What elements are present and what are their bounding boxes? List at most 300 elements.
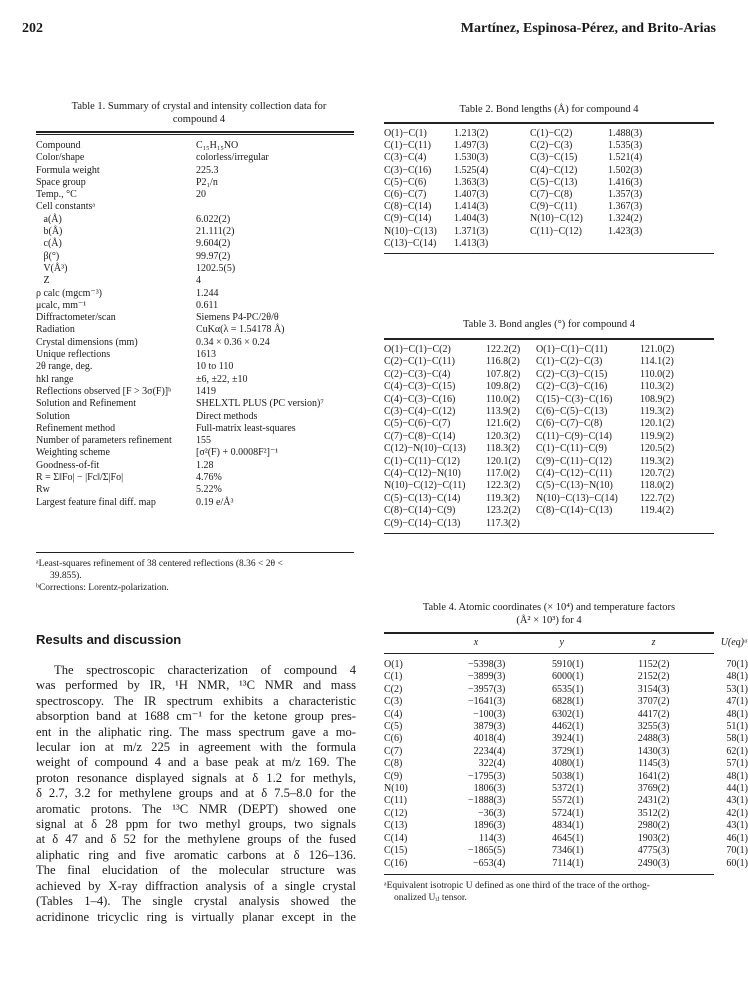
table1-row: [36, 152, 324, 164]
table1-row: [36, 177, 324, 189]
table3-angle-atoms: O(1)−C(1)−C(2): [384, 344, 451, 355]
table2-bond: C(3)−C(4): [384, 152, 427, 164]
table2-length: 1.413(3): [454, 237, 489, 249]
table4-value: 1152(2): [638, 659, 670, 670]
table3-angle-value: 107.8(2): [486, 368, 521, 380]
table4-row: [384, 771, 748, 783]
table3-angle-atoms: O(1)−C(1)−C(11): [536, 344, 608, 355]
table3-angle-atoms: C(7)−C(8)−C(14): [384, 430, 456, 442]
table1-label: Rw: [36, 484, 50, 496]
table2-row: [384, 213, 642, 225]
table4-value: 1903(2): [637, 832, 670, 844]
table3-angle-value: 109.8(2): [486, 381, 521, 393]
table3-angle-value: 120.5(2): [640, 443, 675, 455]
table1-value: 1613: [196, 349, 216, 361]
running-head: Martínez, Espinosa-Pérez, and Brito-Arias: [460, 21, 716, 36]
table4-value: 60(1): [726, 857, 748, 869]
table4-atom: C(8): [384, 758, 403, 770]
table3-angle-value: 113.9(2): [486, 406, 520, 418]
table3-angle-atoms: C(4)−C(3)−C(15): [384, 381, 456, 393]
table2-row: [384, 128, 642, 140]
table4-atom: O(1): [384, 659, 403, 670]
table4-row: [384, 709, 748, 721]
table4-row: [384, 833, 748, 845]
table2-length: 1.371(3): [454, 225, 489, 237]
table1-row: [36, 288, 324, 300]
table2-length: 1.502(3): [608, 164, 643, 176]
table2-length: 1.535(3): [608, 140, 643, 152]
table2-length: 1.213(2): [454, 128, 489, 139]
table1-label: Reflections observed [F > 3σ(F)]ᵇ: [36, 385, 172, 397]
table4-value: 1641(2): [637, 770, 670, 782]
table2-bond: C(5)−C(6): [384, 176, 427, 188]
table4-row: [384, 845, 748, 857]
table3-row: [384, 418, 674, 430]
table2-bond: C(4)−C(12): [530, 164, 578, 176]
body-line: acridinone tricyclic ring is virtually planar except in the: [36, 909, 356, 924]
table2-bond: C(8)−C(14): [384, 201, 432, 213]
table4-row: [384, 746, 748, 758]
table1-top-rule-2: [36, 134, 354, 135]
table4-row: [384, 858, 748, 870]
table4-value: 4417(2): [637, 708, 670, 720]
table1-value: 9.604(2): [196, 238, 231, 250]
table4-header-cell: z: [651, 637, 656, 648]
table3-angle-value: 121.6(2): [486, 418, 521, 430]
table1-row: [36, 324, 324, 336]
table3-row: [384, 344, 674, 356]
table4-value: −3957(3): [467, 683, 506, 695]
body-line: ent in the aliphatic ring. The mass spectrum gave a mo-: [36, 724, 356, 739]
table4-row: [384, 721, 748, 733]
table1-row: [36, 374, 324, 386]
table4-value: 62(1): [726, 745, 748, 757]
table4-row: [384, 820, 748, 832]
table1-value: [σ²(F) + 0.0008F²]⁻¹: [196, 447, 279, 459]
table3-angle-atoms: N(10)−C(13)−C(14): [536, 492, 618, 504]
table1-value: 1202.5(5): [196, 262, 236, 274]
table1-value: SHELXTL PLUS (PC version)⁷: [196, 398, 324, 410]
table4-value: 48(1): [726, 708, 748, 720]
body-line: δ 2.7, 3.2 for methylene groups and at δ 7.5–8.0 for the: [36, 786, 356, 801]
table3-angle-atoms: C(11)−C(9)−C(14): [536, 430, 612, 442]
table2-row: [384, 152, 642, 164]
table2-length: 1.414(3): [454, 201, 489, 213]
table1-value: 20: [196, 189, 206, 201]
table3-angle-value: 122.7(2): [640, 492, 675, 504]
table4-value: 4462(1): [551, 721, 584, 733]
table4-value: −653(4): [472, 857, 506, 869]
table1-label: Solution and Refinement: [36, 398, 136, 410]
table1-row: [36, 140, 324, 152]
table1-label: 2θ range, deg.: [36, 361, 93, 373]
table1-row: [36, 238, 324, 250]
table2-bond: O(1)−C(1): [384, 128, 427, 139]
table1-row: [36, 472, 324, 484]
table1-footnote-b: ᵇCorrections: Lorentz-polarization.: [36, 583, 169, 593]
table1-footnotes: [36, 558, 356, 594]
table3-angle-value: 116.8(2): [486, 356, 520, 368]
table3-angle-atoms: C(8)−C(14)−C(13): [536, 505, 613, 517]
table1-value: 225.3: [196, 164, 219, 176]
table4-value: −36(3): [477, 807, 506, 819]
table4-value: 5910(1): [551, 659, 584, 670]
table1-value: 99.97(2): [196, 250, 231, 262]
table1-value: Siemens P4-PC/2θ/θ: [196, 312, 279, 324]
table1-label: c(Å): [36, 238, 62, 250]
table2-bond: C(11)−C(12): [530, 225, 582, 237]
table4-header: [384, 637, 748, 648]
table1-row: [36, 423, 324, 435]
table2-row: [384, 201, 642, 213]
table2-bond: C(6)−C(7): [384, 189, 427, 201]
table2-length: 1.497(3): [454, 140, 489, 152]
table1-caption: Table 1. Summary of crystal and intensity collection data for compound 4: [71, 101, 327, 125]
table2-length: 1.404(3): [454, 213, 489, 225]
table3-row: [384, 356, 674, 368]
table4-value: 4645(1): [551, 832, 584, 844]
body-line: aliphatic ring and five aromatic carbons at δ 126–136.: [36, 847, 356, 862]
table4-value: 1896(3): [473, 820, 506, 832]
table4-value: 2490(3): [637, 857, 670, 869]
body-line: was performed by IR, ¹H NMR, ¹³C NMR and mass: [36, 678, 356, 693]
table4-header-cell: U(eq)ᵃ: [720, 637, 748, 648]
table2-row: [384, 238, 642, 250]
table3-caption: Table 3. Bond angles (°) for compound 4: [462, 319, 635, 330]
body-line: spectroscopy. The IR spectrum exhibits a characteristic: [36, 693, 356, 708]
table1-label: μcalc, mm⁻¹: [36, 299, 87, 311]
table3-angle-value: 119.9(2): [640, 430, 674, 442]
table3-angle-value: 120.3(2): [486, 430, 521, 442]
table4-value: 6535(1): [551, 683, 584, 695]
table1-value: 0.19 e/Å³: [196, 496, 234, 508]
table3-angle-value: [640, 518, 674, 530]
table3-angle-atoms: C(9)−C(14)−C(13): [384, 517, 461, 529]
table4-atom: C(16): [384, 857, 408, 869]
table3-angle-atoms: N(10)−C(12)−C(11): [384, 480, 466, 492]
table4-value: 43(1): [726, 820, 748, 832]
table1-value: 155: [196, 435, 211, 447]
body-line: (Tables 1–4). The single crystal analysis showed the: [36, 894, 356, 909]
table4-value: 51(1): [726, 721, 748, 733]
table1-label: Weighting scheme: [36, 447, 110, 459]
table3-row: [384, 381, 674, 393]
table2-bond: C(5)−C(13): [530, 176, 578, 188]
table3-row: [384, 456, 674, 468]
table4-value: 7346(1): [551, 845, 584, 857]
section-body: [36, 663, 356, 925]
table2: [384, 128, 642, 250]
table4-row: [384, 671, 748, 683]
table1-row: [36, 300, 324, 312]
table4-atom: C(7): [384, 745, 403, 757]
table4-atom: C(1): [384, 671, 403, 683]
table3-angle-value: 119.3(2): [640, 406, 674, 418]
table4-atom: C(15): [384, 845, 408, 857]
table1: [36, 140, 324, 509]
table3-angle-atoms: C(6)−C(7)−C(8): [536, 418, 603, 430]
table2-length: 1.367(3): [608, 201, 643, 213]
table4-value: −5398(3): [467, 659, 506, 670]
table1-value: 4.76%: [196, 472, 222, 484]
table4-row: [384, 808, 748, 820]
table4-value: 5572(1): [551, 795, 584, 807]
table1-row: [36, 497, 324, 509]
table1-row: [36, 201, 324, 213]
table4-row: [384, 733, 748, 745]
table3-angle-value: 121.0(2): [640, 344, 675, 355]
table1-bottom-rule: [36, 552, 354, 553]
table2-bond: C(3)−C(16): [384, 164, 432, 176]
table4-atom: C(11): [384, 795, 407, 807]
table4-value: −100(3): [472, 708, 506, 720]
table1-label: Refinement method: [36, 422, 116, 434]
table4-value: 3707(2): [637, 696, 670, 708]
table4-value: 3729(1): [551, 745, 584, 757]
table1-row: [36, 189, 324, 201]
table3-angle-atoms: C(1)−C(11)−C(12): [384, 455, 460, 467]
table4-header-cell: y: [559, 637, 564, 648]
table4-atom: C(4): [384, 708, 403, 720]
table4-atom: C(5): [384, 721, 403, 733]
table4-value: 48(1): [726, 671, 748, 683]
table3-angle-atoms: [536, 518, 640, 530]
table3-angle-value: 118.0(2): [640, 480, 674, 492]
body-line: achieved by X-ray diffraction analysis of a single crystal: [36, 878, 356, 893]
body-line: lecular ion at m/z 225 in agreement with the formula: [36, 740, 356, 755]
table1-label: Z: [36, 275, 50, 287]
table2-bond: C(1)−C(11): [384, 140, 431, 152]
table4-bottom-rule: [384, 874, 714, 875]
table1-value: CuKα(λ = 1.54178 Å): [196, 324, 285, 336]
table1-value: 0.34 × 0.36 × 0.24: [196, 336, 270, 348]
table1-label: Number of parameters refinement: [36, 435, 172, 447]
table1-label: b(Å): [36, 226, 63, 238]
table4-value: 2488(3): [637, 733, 670, 745]
table1-value: 0.611: [196, 299, 219, 311]
table2-bond: C(7)−C(8): [530, 189, 573, 201]
table1-value: 5.22%: [196, 484, 222, 496]
table4-header-cell: [384, 637, 425, 648]
table4-value: −1865(5): [467, 845, 506, 857]
table4-value: 70(1): [726, 659, 748, 670]
table1-label: hkl range: [36, 373, 74, 385]
table2-bond: C(2)−C(3): [530, 140, 573, 152]
table3-angle-atoms: C(6)−C(5)−C(13): [536, 406, 608, 418]
table1-value: 1419: [196, 385, 216, 397]
table1-value: 1.28: [196, 459, 214, 471]
table3: [384, 344, 674, 530]
table3-angle-atoms: C(5)−C(6)−C(7): [384, 418, 451, 430]
table2-row: [384, 165, 642, 177]
table4-value: 5038(1): [551, 770, 584, 782]
table1-label: R = Σ‖Fo| − |Fc‖/Σ|Fo|: [36, 472, 124, 484]
table1-label: Cell constantsᵃ: [36, 201, 96, 213]
table3-angle-atoms: C(5)−C(13)−N(10): [536, 480, 613, 492]
table4-value: 7114(1): [552, 857, 584, 869]
table3-angle-atoms: C(4)−C(3)−C(16): [384, 393, 456, 405]
table1-value: 6.022(2): [196, 213, 231, 225]
table4-row: [384, 758, 748, 770]
table1-label: Formula weight: [36, 164, 100, 176]
table4-header-rule: [384, 653, 714, 654]
table3-angle-value: 123.2(2): [486, 505, 521, 517]
table4-value: 2980(2): [637, 820, 670, 832]
table4-value: 2234(4): [473, 745, 506, 757]
table1-label: β(°): [36, 250, 60, 262]
table3-angle-atoms: C(9)−C(11)−C(12): [536, 455, 612, 467]
table4-value: 3512(2): [637, 807, 670, 819]
table2-length: 1.324(2): [608, 213, 643, 225]
table3-angle-atoms: C(5)−C(13)−C(14): [384, 492, 461, 504]
table1-value: 1.244: [196, 287, 219, 299]
table1-value: Direct methods: [196, 410, 258, 422]
table4-value: 3769(2): [637, 783, 670, 795]
table1-label: Compound: [36, 140, 81, 151]
table4-value: 70(1): [726, 845, 748, 857]
table3-row: [384, 431, 674, 443]
table2-row: [384, 226, 642, 238]
table1-value: 4: [196, 275, 201, 287]
table4-value: 4834(1): [551, 820, 584, 832]
table4-row: [384, 684, 748, 696]
table2-bond: C(13)−C(14): [384, 237, 437, 249]
table4-value: 4018(4): [473, 733, 506, 745]
table1-label: Largest feature final diff. map: [36, 496, 156, 508]
table1-label: ρ calc (mgcm⁻³): [36, 287, 103, 299]
table4-value: −1641(3): [467, 696, 506, 708]
table3-angle-value: 120.7(2): [640, 468, 675, 480]
table1-label: Radiation: [36, 324, 75, 336]
table3-angle-atoms: C(1)−C(11)−C(9): [536, 443, 607, 455]
table4-value: 3154(3): [637, 683, 670, 695]
table1-label: Diffractometer/scan: [36, 312, 116, 324]
table4-caption: Table 4. Atomic coordinates (× 10⁴) and temperature factors (Å² × 10³) for 4: [422, 602, 676, 626]
table3-angle-value: 110.0(2): [486, 393, 520, 405]
table3-angle-atoms: C(3)−C(4)−C(12): [384, 406, 456, 418]
body-line: aromatic protons. The ¹³C NMR (DEPT) showed one: [36, 801, 356, 816]
table2-row: [384, 140, 642, 152]
table1-row: [36, 165, 324, 177]
table3-row: [384, 505, 674, 517]
table1-footnote-a: ᵃLeast-squares refinement of 38 centered reflections (8.36 < 2θ <: [36, 559, 283, 569]
table1-label: Temp., °C: [36, 189, 77, 201]
table1-label: Space group: [36, 176, 86, 188]
table4-atom: C(2): [384, 683, 403, 695]
table4-atom: C(9): [384, 770, 403, 782]
table4-value: 2431(2): [637, 795, 670, 807]
table3-angle-value: 120.1(2): [640, 418, 675, 430]
table4-value: 46(1): [726, 832, 748, 844]
table4-value: 1145(3): [638, 758, 670, 770]
table1-row: [36, 447, 324, 459]
table4-value: 6000(1): [551, 671, 584, 683]
table4-row: [384, 795, 748, 807]
body-line: weight of compound 4 and a base peak at m/z 169. The: [36, 755, 356, 770]
table4-value: 42(1): [726, 807, 748, 819]
table2-length: 1.363(3): [454, 176, 489, 188]
table1-value: 21.111(2): [196, 226, 235, 238]
table4-value: 322(4): [478, 758, 506, 770]
table4-value: 114(3): [479, 832, 506, 844]
table1-value: [196, 201, 324, 213]
table1-row: [36, 398, 324, 410]
table1-label: Solution: [36, 410, 70, 422]
table1-top-rule: [36, 131, 354, 133]
body-line: The final elucidation of the molecular structure was: [36, 863, 356, 878]
table1-label: Color/shape: [36, 152, 85, 164]
table3-angle-atoms: C(15)−C(3)−C(16): [536, 393, 613, 405]
table4-atom: N(10): [384, 783, 408, 795]
table2-top-rule: [384, 122, 714, 124]
body-line: at δ 47 and δ 52 for the methylene groups of the fused: [36, 832, 356, 847]
table4-value: 1806(3): [473, 783, 506, 795]
page-number: 202: [22, 21, 43, 36]
table4-value: −3899(3): [467, 671, 506, 683]
table3-angle-value: 122.3(2): [486, 480, 521, 492]
table1-row: [36, 411, 324, 423]
table1-value: C₁₅H₁₅NO: [196, 140, 239, 151]
body-line: The spectroscopic characterization of compound 4: [54, 663, 356, 677]
table3-row: [384, 468, 674, 480]
table1-label: V(Å³): [36, 262, 68, 274]
section-heading: Results and discussion: [36, 632, 182, 647]
table4-value: −1888(3): [467, 795, 506, 807]
table2-length: 1.530(3): [454, 152, 489, 164]
table3-angle-value: 122.2(2): [486, 344, 521, 355]
table3-angle-atoms: C(4)−C(12)−N(10): [384, 468, 461, 480]
table3-angle-atoms: C(2)−C(1)−C(11): [384, 356, 455, 368]
table3-angle-value: 120.1(2): [486, 455, 521, 467]
table1-row: [36, 337, 324, 349]
table4-value: 4775(3): [637, 845, 670, 857]
table4-value: 1430(3): [637, 745, 670, 757]
table3-row: [384, 394, 674, 406]
table1-label: Goodness-of-fit: [36, 459, 100, 471]
table2-length: 1.521(4): [608, 152, 643, 164]
table4-value: 3924(1): [551, 733, 584, 745]
table1-row: [36, 460, 324, 472]
table3-angle-value: 118.3(2): [486, 443, 520, 455]
table2-row: [384, 189, 642, 201]
table3-row: [384, 443, 674, 455]
table2-length: 1.357(3): [608, 189, 643, 201]
table4-value: 6302(1): [551, 708, 584, 720]
table1-row: [36, 361, 324, 373]
table1-row: [36, 312, 324, 324]
table3-angle-value: 110.0(2): [640, 368, 674, 380]
table4-value: 5372(1): [551, 783, 584, 795]
table1-value: P2₁/n: [196, 176, 218, 188]
table3-angle-atoms: C(8)−C(14)−C(9): [384, 505, 456, 517]
table2-row: [384, 177, 642, 189]
table4-value: 5724(1): [551, 807, 584, 819]
table4-value: 53(1): [726, 683, 748, 695]
table3-angle-atoms: C(1)−C(2)−C(3): [536, 356, 603, 368]
table4-row: [384, 783, 748, 795]
table1-value: ±6, ±22, ±10: [196, 373, 248, 385]
table3-angle-value: 119.4(2): [640, 505, 674, 517]
table4-value: 44(1): [726, 783, 748, 795]
table4-footnote: ᵃEquivalent isotropic U defined as one third of the trace of the orthog- onalized Uᵢⱼ tensor.: [384, 881, 650, 903]
table1-label: Crystal dimensions (mm): [36, 336, 138, 348]
table3-angle-value: 119.3(2): [640, 455, 674, 467]
table1-value: colorless/irregular: [196, 152, 269, 164]
table3-angle-atoms: C(2)−C(3)−C(4): [384, 368, 451, 380]
table1-row: [36, 386, 324, 398]
table1-row: [36, 226, 324, 238]
table4-atom: C(14): [384, 832, 408, 844]
